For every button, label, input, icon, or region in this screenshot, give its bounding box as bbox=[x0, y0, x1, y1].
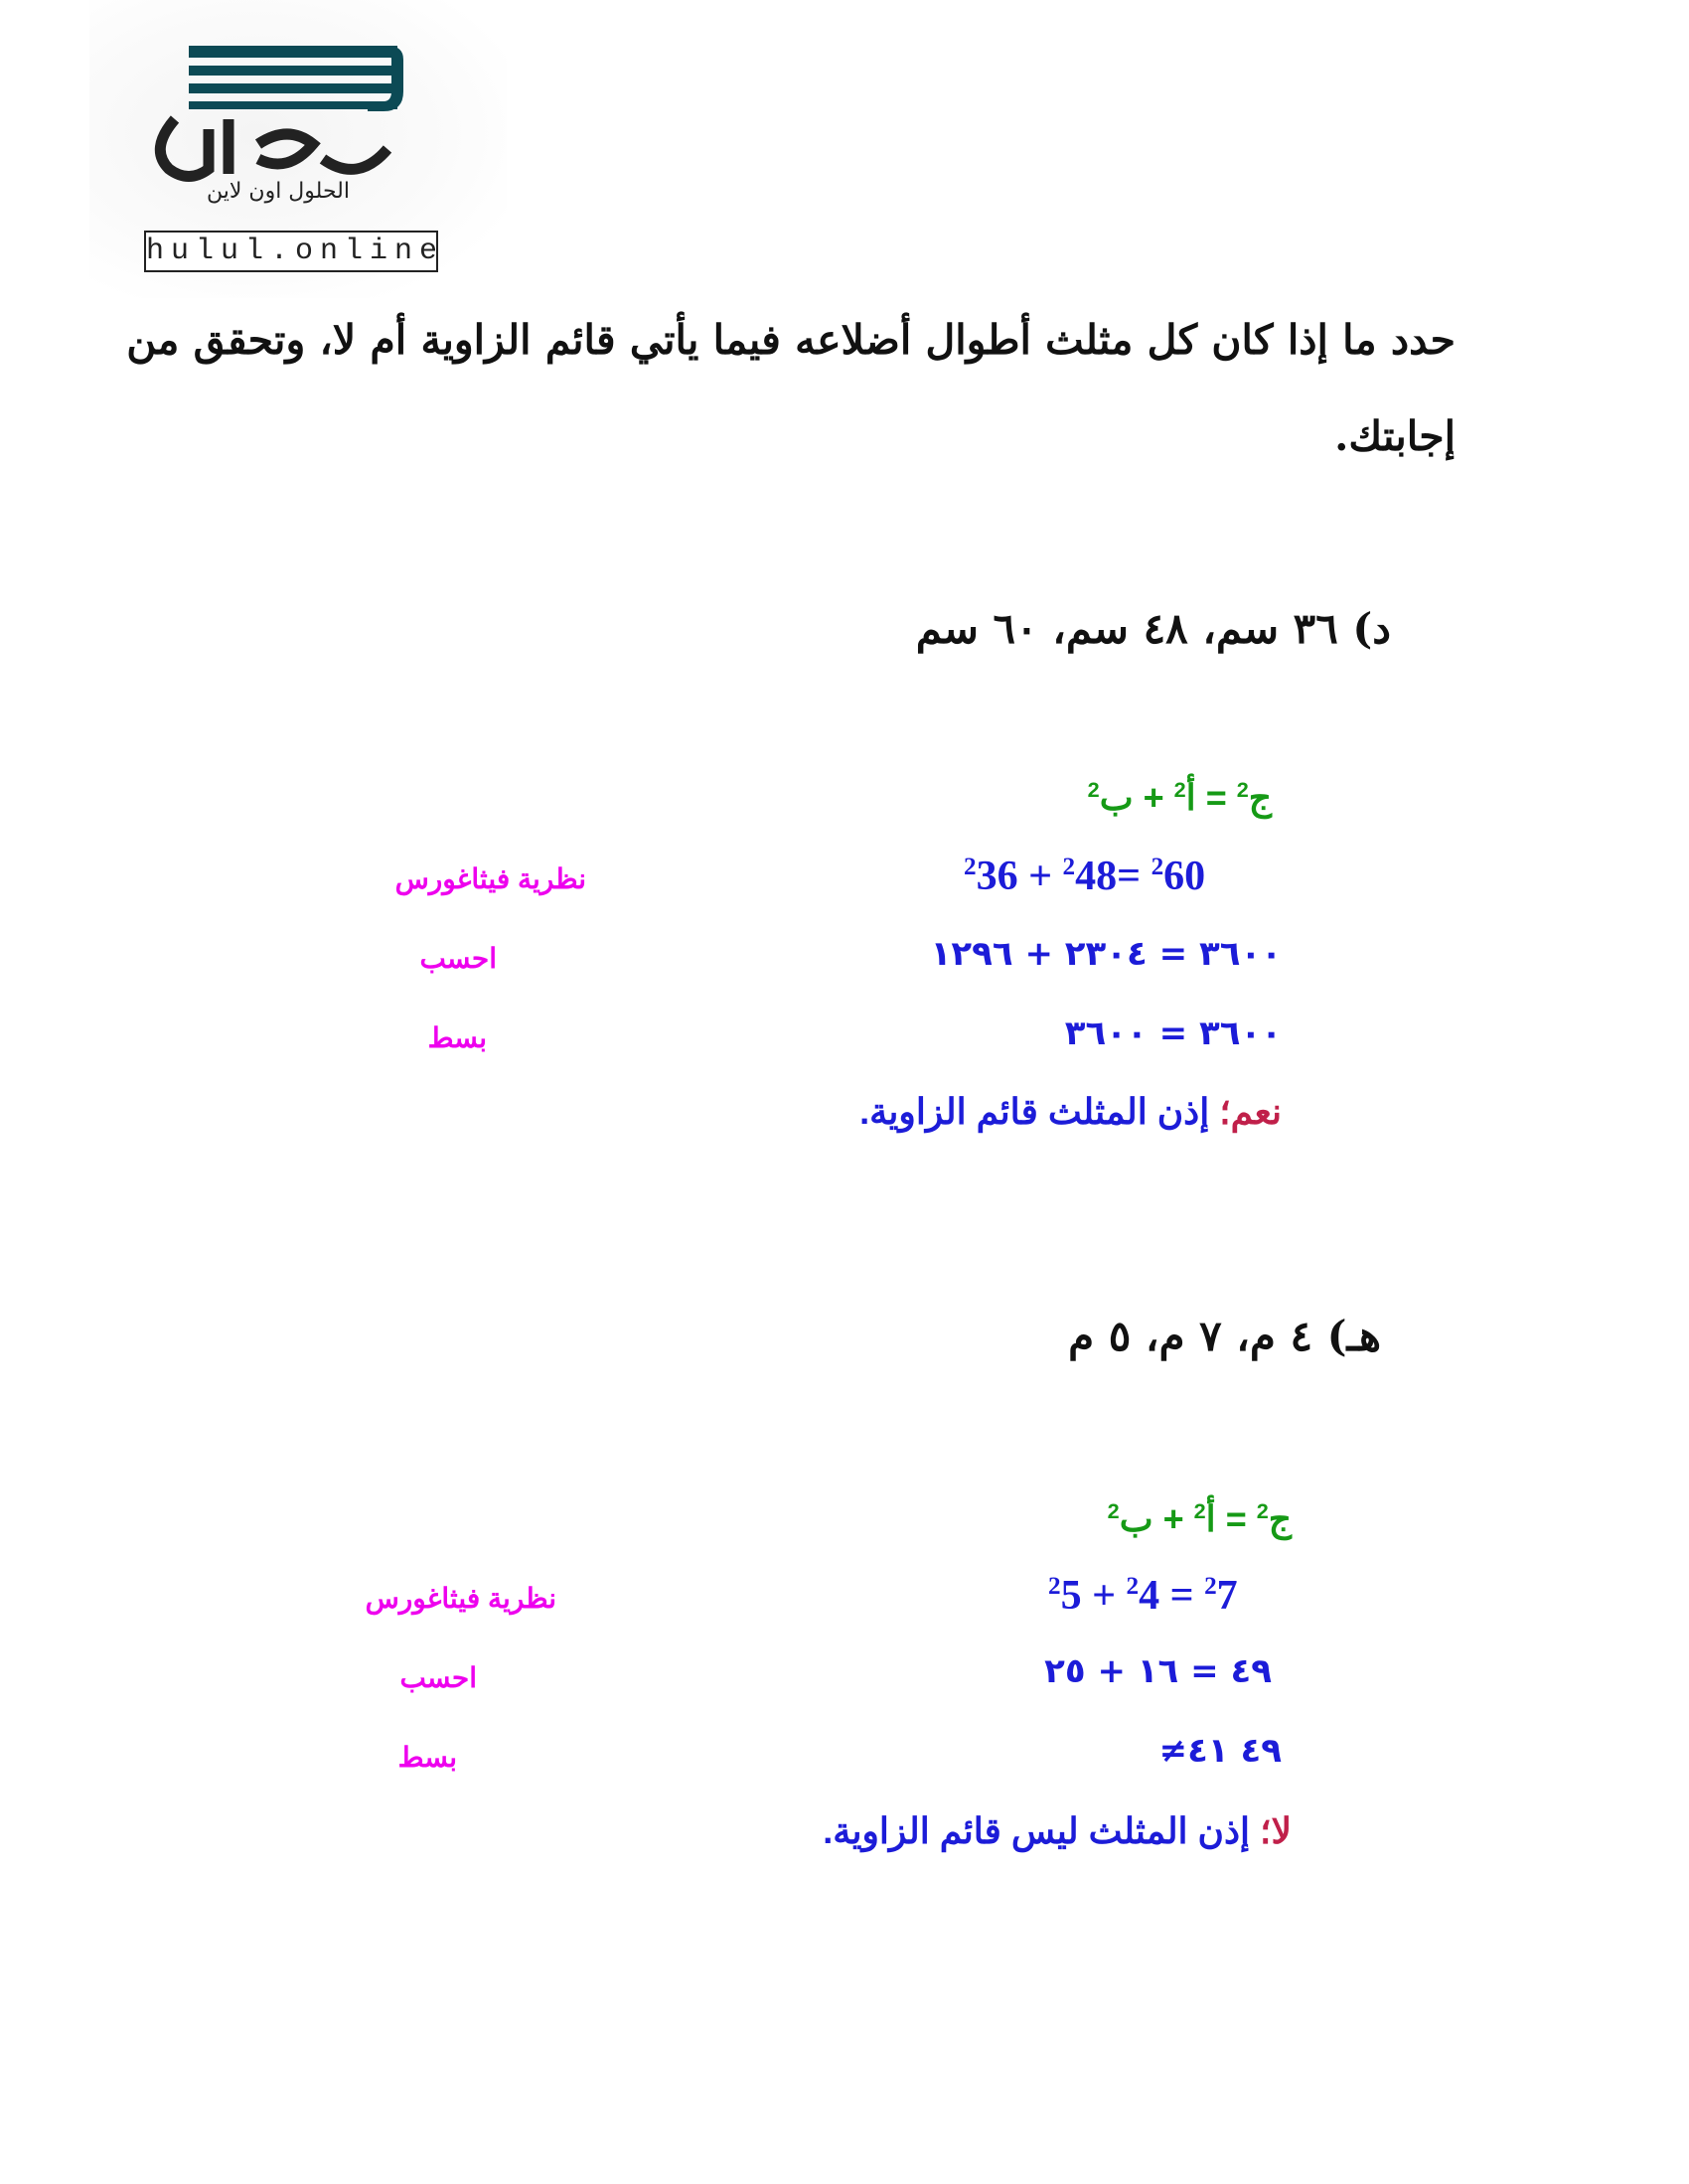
part-d-step1: $^2$36 + $^2$48= $^2$60 bbox=[964, 854, 1206, 899]
part-e-step3: ≠٤٩ ٤١ bbox=[1158, 1731, 1282, 1771]
part-d-note-calc: احسب bbox=[419, 943, 497, 974]
part-e-step2: ٤٩ = ١٦ + ٢٥ bbox=[1044, 1651, 1272, 1691]
part-e-note-theorem: نظرية فيثاغورس bbox=[365, 1583, 556, 1614]
part-d-note-theorem: نظرية فيثاغورس bbox=[394, 863, 586, 894]
logo-url: hulul.online bbox=[144, 231, 438, 272]
part-d-sides: ٣٦ سم، ٤٨ سم، ٦٠ سم bbox=[915, 604, 1338, 653]
part-d-heading bbox=[795, 604, 1391, 653]
part-e-heading bbox=[954, 1312, 1381, 1360]
part-e-note-calc: احسب bbox=[399, 1662, 477, 1693]
part-d-step2: ٣٦٠٠ = ٢٣٠٤ + ١٢٩٦ bbox=[930, 934, 1282, 974]
logo-tagline: الحلول اون لاين bbox=[207, 179, 350, 204]
part-d-label: د) bbox=[1352, 604, 1391, 653]
part-d-conclusion: نعم؛ إذن المثلث قائم الزاوية. bbox=[859, 1091, 1282, 1132]
part-e-conclusion: لا؛ إذن المثلث ليس قائم الزاوية. bbox=[823, 1810, 1292, 1851]
question-line-1: حدد ما إذا كان كل مثلث أطوال أضلاعه فيما يأتي قائم الزاوية أم لا، وتحقق من bbox=[126, 316, 1456, 364]
part-e-label: هـ) bbox=[1326, 1312, 1381, 1360]
part-e-sides: ٤ م، ٧ م، ٥ م bbox=[1068, 1312, 1313, 1360]
question-line-2: إجابتك. bbox=[1334, 412, 1456, 460]
part-e-formula: ج$^2$ = أ$^2$ + ب$^2$ bbox=[1107, 1498, 1292, 1539]
part-d-formula: ج$^2$ = أ$^2$ + ب$^2$ bbox=[1087, 777, 1272, 818]
part-e-step1: $^2$5 + $^2$4 = $^2$7 bbox=[1048, 1573, 1238, 1619]
part-d-note-simplify: بسط bbox=[427, 1022, 487, 1053]
part-e-note-simplify: بسط bbox=[397, 1742, 457, 1773]
part-d-step3: ٣٦٠٠ = ٣٦٠٠ bbox=[1064, 1014, 1282, 1053]
